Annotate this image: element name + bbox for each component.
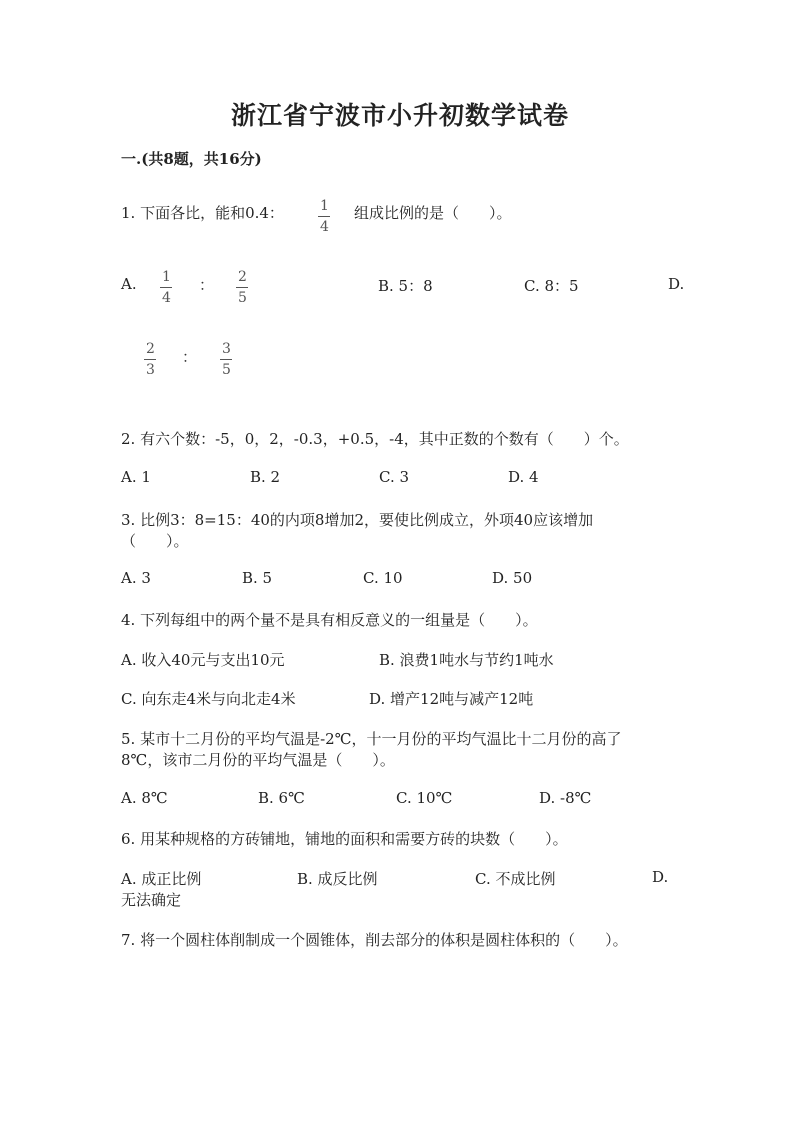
question-1-option-a-colon: ： — [199, 276, 215, 294]
question-1-option-d-label: D. — [668, 275, 685, 293]
question-5-option-a: A. 8℃ — [121, 789, 168, 807]
question-1-text-end: 组成比例的是（ ）。 — [354, 204, 512, 222]
question-5-option-b: B. 6℃ — [258, 789, 305, 807]
question-6-text: 6. 用某种规格的方砖铺地，铺地的面积和需要方砖的块数（ ）。 — [121, 830, 568, 848]
question-1-option-d-fraction-1 — [144, 342, 157, 377]
fraction-numerator: 1 — [320, 198, 329, 214]
question-5-option-c: C. 10℃ — [396, 789, 453, 807]
question-1-option-b: B. 5：8 — [378, 277, 433, 295]
question-5-option-d: D. -8℃ — [539, 789, 592, 807]
fraction-numerator: 3 — [222, 341, 231, 357]
fraction-numerator: 2 — [146, 341, 155, 357]
question-1-option-a-fraction-1 — [160, 270, 173, 305]
question-1-text-start: 1. 下面各比，能和0.4： — [121, 204, 284, 222]
question-3-option-a: A. 3 — [121, 569, 151, 587]
question-3-line-2: （ ）。 — [121, 532, 189, 550]
question-2-option-c: C. 3 — [379, 468, 410, 486]
question-2-option-d: D. 4 — [508, 468, 539, 486]
question-2-text: 2. 有六个数：-5，0，2，-0.3，+0.5，-4，其中正数的个数有（ ）个。 — [121, 430, 629, 448]
question-6-option-c: C. 不成比例 — [475, 870, 556, 888]
fraction-denominator: 5 — [222, 362, 231, 378]
question-5-line-2: 8℃，该市二月份的平均气温是（ ）。 — [121, 751, 395, 769]
page-title: 浙江省宁波市小升初数学试卷 — [230, 101, 569, 130]
question-6-option-b: B. 成反比例 — [297, 870, 378, 888]
question-1-option-c: C. 8：5 — [524, 277, 579, 295]
question-7-text: 7. 将一个圆柱体削制成一个圆锥体，削去部分的体积是圆柱体积的（ ）。 — [121, 931, 628, 949]
section-heading: 一.(共8题，共16分) — [121, 150, 262, 168]
fraction-numerator: 1 — [162, 269, 171, 285]
fraction-denominator: 3 — [146, 362, 155, 378]
fraction-denominator: 4 — [162, 290, 171, 306]
fraction-numerator: 2 — [238, 269, 247, 285]
question-2-option-b: B. 2 — [250, 468, 281, 486]
question-4-text: 4. 下列每组中的两个量不是具有相反意义的一组量是（ ）。 — [121, 611, 538, 629]
question-5-line-1: 5. 某市十二月份的平均气温是-2℃，十一月份的平均气温比十二月份的高了 — [121, 730, 622, 748]
question-2-option-a: A. 1 — [121, 468, 151, 486]
fraction-denominator: 4 — [320, 219, 329, 235]
question-1-fraction — [318, 199, 331, 234]
question-6-option-d-text: 无法确定 — [121, 891, 182, 909]
fraction-denominator: 5 — [238, 290, 247, 306]
question-4-option-b: B. 浪费1吨水与节约1吨水 — [379, 651, 554, 669]
question-1-option-a-label: A. — [121, 275, 137, 293]
question-6-option-d-label: D. — [652, 868, 669, 886]
question-4-option-d: D. 增产12吨与减产12吨 — [369, 690, 534, 708]
question-6-option-a: A. 成正比例 — [121, 870, 202, 888]
question-3-line-1: 3. 比例3：8=15：40的内项8增加2，要使比例成立，外项40应该增加 — [121, 511, 594, 529]
question-1-option-d-colon: ： — [182, 348, 198, 366]
question-4-option-a: A. 收入40元与支出10元 — [121, 651, 285, 669]
question-3-option-c: C. 10 — [363, 569, 403, 587]
question-1-option-d-fraction-2 — [220, 342, 233, 377]
question-3-option-b: B. 5 — [242, 569, 273, 587]
question-1-option-a-fraction-2 — [236, 270, 249, 305]
question-4-option-c: C. 向东走4米与向北走4米 — [121, 690, 296, 708]
question-3-option-d: D. 50 — [492, 569, 533, 587]
